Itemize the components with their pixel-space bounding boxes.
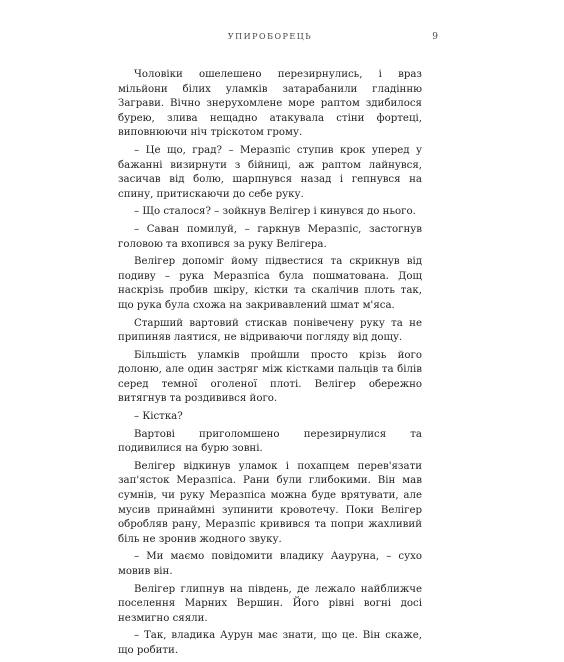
paragraph: – Кістка? [134,411,183,423]
paragraph: Велігер глипнув на південь, де лежало найближче поселення Марних Вершин. Його рівні вогні досі незмигно сяяли. [118,583,422,624]
paragraph: Більшість уламків пройшли просто крізь його долоню, але один застряг між кістками пальців та білів серед темної оголеної плоті. Велігер обережно витягнув та роздивився його. [118,349,422,405]
page-header [120,32,438,46]
paragraph: Велігер відкинув уламок і похапцем перев'язати зап'ясток Меразпіса. Рани були глибокими. Він мав сумнів, чи руку Меразпіса можна буде врятувати, але мусив принаймні зупинити кровотечу. Поки Велігер обробляв рану, Меразпіс кривився та попри жахливий біль не зронив жодного звуку. [118,460,422,545]
body-text [118,68,422,662]
paragraph: – Так, владика Аурун має знати, що це. Він скаже, що робити. [118,630,422,656]
paragraph: – Що сталося? – зойкнув Велігер і кинувся до нього. [134,206,416,218]
paragraph: – Саван помилуй, – гаркнув Меразпіс, застогнув головою та вхопився за руку Велігера. [118,223,422,250]
page-number: 9 [432,32,438,42]
paragraph: Чоловіки ошелешено перезирнулись, і враз мільйони білих уламків затарабанили гладінню Заграви. Вічно знерухомлене море раптом здибилося бурею, злива нещадно атакувала стіни фортеці, виповнюючи ніч тріскотом грому. [118,69,422,139]
running-title: УПИРОБОРЕЦЬ [227,32,313,41]
paragraph: Велігер допоміг йому підвестися та скрикнув від подиву – рука Меразпіса була пошматована. Дощ наскрізь пробив шкіру, кістки та скалічив плоть так, що рука була схожа на закривавлений шмат м'яса. [118,256,422,311]
paragraph: Старший вартовий стискав понівечену руку та не припиняв лаятися, не відриваючи погляду від дощу. [118,317,422,344]
paragraph: Вартові приголомшено перезирнулися та подивилися на бурю зовні. [118,428,422,455]
paragraph: – Це що, град? – Меразпіс ступив крок уперед у бажанні визирнути з бійниці, аж раптом лайнувся, засичав від болю, шарпнувся назад і гепнувся на спину, притискаючи до себе руку. [118,144,422,200]
paragraph: – Ми маємо повідомити владику Аауруна, – сухо мовив він. [118,551,422,577]
